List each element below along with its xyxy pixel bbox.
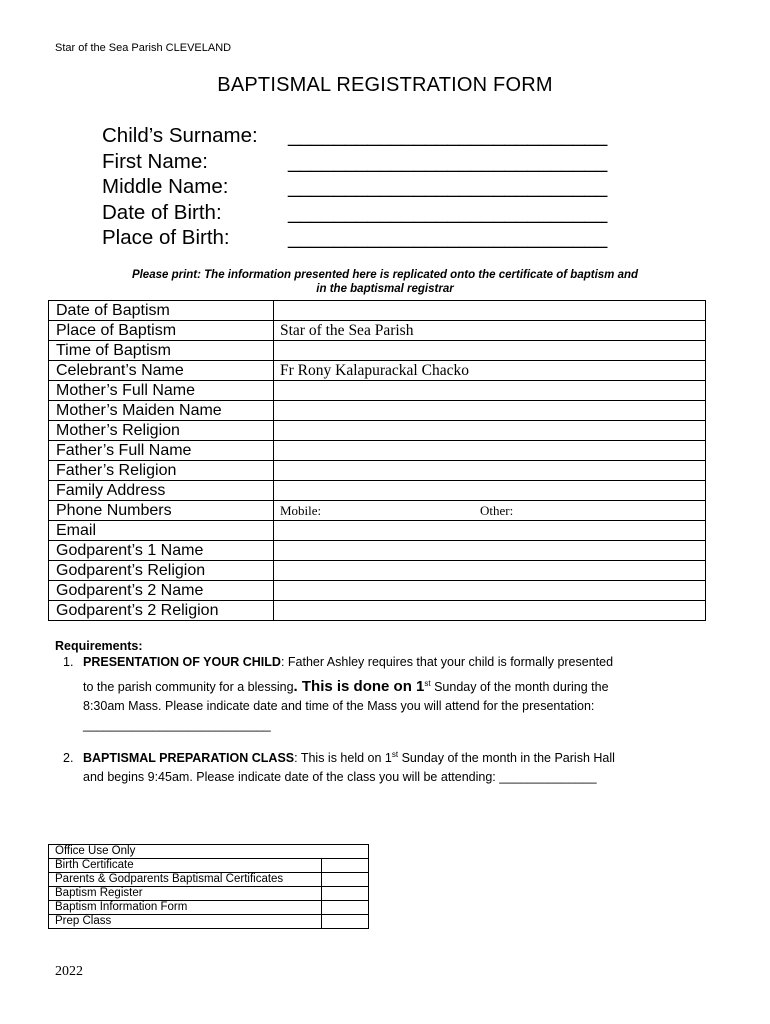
office-checkbox[interactable] (322, 915, 369, 929)
table-row (49, 461, 706, 481)
row-value[interactable] (274, 561, 706, 581)
place-of-birth-label: Place of Birth: (102, 226, 230, 249)
row-value[interactable] (274, 341, 706, 361)
table-row (49, 845, 369, 859)
table-row (49, 341, 706, 361)
requirement-line: 8:30am Mass. Please indicate date and time of the Mass you will attend for the presentation: (83, 699, 595, 713)
table-row (49, 481, 706, 501)
office-item-label: Baptism Information Form (49, 901, 322, 915)
date-of-birth-label: Date of Birth: (102, 201, 222, 224)
presentation-answer-line[interactable]: ___________________________ (83, 718, 271, 732)
table-row (49, 301, 706, 321)
baptism-details-table (48, 300, 706, 621)
item-number: 1. (63, 655, 74, 669)
form-year: 2022 (55, 964, 83, 979)
requirement-line: Sunday of the month during the (430, 680, 609, 694)
requirement-line: : This is held on 1 (294, 751, 392, 765)
row-value[interactable] (274, 301, 706, 321)
row-label: Phone Numbers (49, 501, 274, 521)
row-label: Place of Baptism (49, 321, 274, 341)
requirement-line: . This is done on 1 (293, 678, 425, 695)
phone-numbers-cell[interactable] (274, 501, 706, 521)
table-row (49, 887, 369, 901)
row-label: Mother’s Religion (49, 421, 274, 441)
row-label: Godparent’s Religion (49, 561, 274, 581)
row-value[interactable]: Star of the Sea Parish (274, 321, 706, 341)
row-label: Mother’s Maiden Name (49, 401, 274, 421)
row-value[interactable] (274, 481, 706, 501)
table-row (49, 561, 706, 581)
office-item-label: Birth Certificate (49, 859, 322, 873)
print-instructions (30, 268, 740, 296)
row-value[interactable] (274, 521, 706, 541)
row-value[interactable] (274, 601, 706, 621)
ordinal-suffix: st (391, 749, 399, 759)
table-row (49, 401, 706, 421)
row-label: Godparent’s 1 Name (49, 541, 274, 561)
form-title: BAPTISMAL REGISTRATION FORM (217, 74, 553, 96)
row-label: Godparent’s 2 Religion (49, 601, 274, 621)
office-item-label: Parents & Godparents Baptismal Certificates (49, 873, 322, 887)
requirement-title: PRESENTATION OF YOUR CHILD (83, 655, 281, 669)
row-label: Mother’s Full Name (49, 381, 274, 401)
requirements-section (55, 639, 705, 784)
requirement-text (83, 749, 703, 787)
instruction-line-1: Please print: The information presented here is replicated onto the certificate of baptism and (131, 269, 639, 281)
office-checkbox[interactable] (322, 901, 369, 915)
parish-header: Star of the Sea Parish CLEVELAND (55, 42, 232, 54)
table-row (49, 601, 706, 621)
middle-name-label: Middle Name: (102, 175, 229, 198)
office-item-label: Prep Class (49, 915, 322, 929)
table-row (49, 859, 369, 873)
place-of-birth-line[interactable]: ____________________________ (288, 226, 608, 249)
table-row (49, 541, 706, 561)
office-item-label: Baptism Register (49, 887, 322, 901)
office-use-table (48, 844, 369, 929)
requirements-heading: Requirements: (55, 639, 143, 653)
requirement-line: : Father Ashley requires that your child is formally presented (280, 655, 614, 669)
requirement-text (83, 653, 703, 735)
table-row (49, 915, 369, 929)
table-row (49, 441, 706, 461)
row-value[interactable] (274, 441, 706, 461)
table-row (49, 501, 706, 521)
row-value[interactable] (274, 581, 706, 601)
office-checkbox[interactable] (322, 887, 369, 901)
row-value[interactable] (274, 421, 706, 441)
table-row (49, 421, 706, 441)
row-label: Family Address (49, 481, 274, 501)
row-label: Celebrant’s Name (49, 361, 274, 381)
table-row (49, 321, 706, 341)
surname-line[interactable]: ____________________________ (288, 124, 608, 147)
table-row (49, 873, 369, 887)
row-value[interactable] (274, 461, 706, 481)
office-heading: Office Use Only (49, 845, 369, 859)
table-row (49, 581, 706, 601)
table-row (49, 521, 706, 541)
row-label: Father’s Full Name (49, 441, 274, 461)
row-value[interactable] (274, 541, 706, 561)
surname-label: Child’s Surname: (102, 124, 258, 147)
requirement-title: BAPTISMAL PREPARATION CLASS (83, 751, 295, 765)
requirement-line: to the parish community for a blessing (83, 680, 294, 694)
row-label: Email (49, 521, 274, 541)
middle-name-line[interactable]: ____________________________ (288, 175, 608, 198)
first-name-label: First Name: (102, 150, 208, 173)
row-value[interactable] (274, 401, 706, 421)
row-label: Godparent’s 2 Name (49, 581, 274, 601)
class-date-line[interactable]: and begins 9:45am. Please indicate date of the class you will be attending: ______________ (83, 770, 597, 784)
mobile-label: Mobile: (280, 502, 322, 518)
table-row (49, 361, 706, 381)
ordinal-suffix: st (424, 678, 431, 688)
row-label: Time of Baptism (49, 341, 274, 361)
item-number: 2. (63, 751, 74, 765)
other-label: Other: (480, 502, 514, 518)
row-value[interactable] (274, 381, 706, 401)
table-row (49, 901, 369, 915)
requirement-line: Sunday of the month in the Parish Hall (398, 751, 615, 765)
row-value[interactable]: Fr Rony Kalapurackal Chacko (274, 361, 706, 381)
instruction-line-2: in the baptismal registrar (316, 283, 454, 295)
date-of-birth-line[interactable]: ____________________________ (288, 201, 608, 224)
row-label: Father’s Religion (49, 461, 274, 481)
first-name-line[interactable]: ____________________________ (288, 150, 608, 173)
office-checkbox[interactable] (322, 873, 369, 887)
office-checkbox[interactable] (322, 859, 369, 873)
row-label: Date of Baptism (49, 301, 274, 321)
table-row (49, 381, 706, 401)
